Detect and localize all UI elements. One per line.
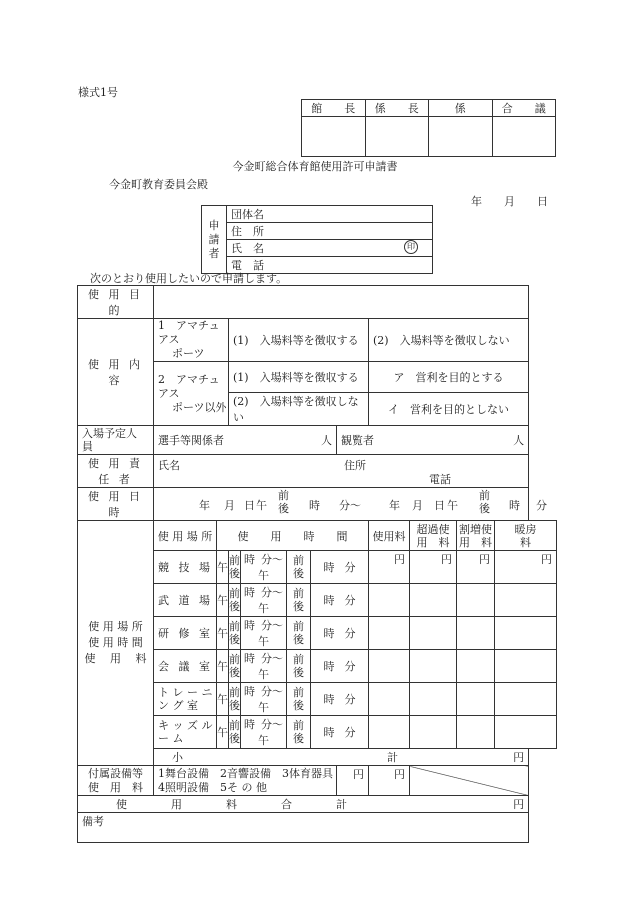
total-yen: 円	[513, 798, 525, 811]
stamp-header-director: 館 長	[302, 100, 366, 117]
facility-header-heating: 暖房 料	[495, 521, 557, 551]
content-label: 使 用 内 容	[78, 319, 154, 426]
facility-row: 競 技 場 午 前 後 時 分〜午 前 後 時 分 円 円 円 円	[78, 551, 557, 584]
responsible-address: 住所	[344, 459, 366, 472]
facility-header-fee: 使用料	[369, 521, 410, 551]
stamp-cell-chief[interactable]	[365, 117, 429, 157]
total-row[interactable]	[78, 796, 529, 813]
facility-row: 研 修 室 午 前 後 時 分〜午 前 後 時 分	[78, 617, 557, 650]
content-other: 2 アマチュアス ポーツ以外	[154, 362, 229, 426]
content-opt-nonprofit[interactable]: イ 営利を目的としない	[369, 393, 529, 426]
facility-place-name: 会 議 室	[154, 650, 217, 683]
facility-fee-field[interactable]: 円	[369, 551, 410, 584]
attendance-spectators-field[interactable]: 観覧者 人	[337, 426, 529, 455]
applicant-name-field[interactable]: 氏 名 印	[227, 240, 433, 257]
facility-header-time: 使 用 時 間	[217, 521, 369, 551]
page-title: 今金町総合体育館使用許可申請書	[232, 160, 398, 173]
facility-row: 武 道 場 午 前 後 時 分〜午 前 後 時 分	[78, 584, 557, 617]
applicant-side-label: 申 請 者	[202, 206, 227, 274]
responsible-label: 使 用 責 任 者	[78, 455, 154, 488]
stamp-cell-staff[interactable]	[429, 117, 493, 157]
facility-row: キ ッ ズ ル ー ム 午 前 後 時 分〜午 前 後 時 分	[78, 716, 557, 749]
content-opt-charge-2[interactable]: (1) 入場料等を徴収する	[229, 362, 369, 393]
date-day: 日	[537, 195, 548, 208]
applicant-address-field[interactable]: 住 所	[227, 223, 433, 240]
attendance-label: 入場予定人 員	[78, 426, 154, 455]
form-number: 様式1号	[78, 86, 118, 99]
applicant-table	[201, 205, 433, 274]
responsible-field[interactable]	[154, 455, 529, 488]
remarks-field[interactable]: 備考	[78, 813, 529, 843]
facility-row: ト レ ー ニ ン グ 室 午 前 後 時 分〜午 前 後 時 分	[78, 683, 557, 716]
stamp-cell-director[interactable]	[302, 117, 366, 157]
content-opt-charge-1[interactable]: (1) 入場料等を徴収する	[229, 319, 369, 362]
facility-row: 会 議 室 午 前 後 時 分〜午 前 後 時 分	[78, 650, 557, 683]
content-amateur: 1 アマチュアス ポーツ	[154, 319, 229, 362]
applicant-phone-field[interactable]: 電 話	[227, 257, 433, 274]
total-label: 使 用 料 合 計	[116, 798, 347, 811]
facility-surcharge-field[interactable]: 円	[457, 551, 495, 584]
stamp-header-staff: 係	[429, 100, 493, 117]
equipment-list[interactable]: 1舞台設備 2音響設備 3体育器具 4照明設備 5そ の 他	[154, 766, 337, 796]
responsible-name: 氏名	[158, 459, 180, 472]
date-line[interactable]	[471, 193, 548, 209]
facility-place-name: キ ッ ズ ル ー ム	[154, 716, 217, 749]
equipment-label: 付属設備等 使 用 料	[78, 766, 154, 796]
date-year: 年	[471, 195, 482, 208]
content-opt-profit[interactable]: ア 営利を目的とする	[369, 362, 529, 393]
content-opt-nocharge-2[interactable]: (2) 入場料等を徴収しない	[229, 393, 369, 426]
applicant-group-field[interactable]: 団体名	[227, 206, 433, 223]
main-form-table	[77, 285, 557, 843]
datetime-label: 使 用 日 時	[78, 488, 154, 521]
addressee: 今金町教育委員会殿	[109, 178, 208, 191]
facility-header-place: 使 用 場 所	[154, 521, 217, 551]
facility-fee-field[interactable]	[369, 584, 410, 617]
facility-overtime-field[interactable]: 円	[410, 551, 457, 584]
stamp-header-chief: 係 長	[365, 100, 429, 117]
stamp-header-consult: 合 議	[492, 100, 556, 117]
facility-place-name: 武 道 場	[154, 584, 217, 617]
responsible-phone: 電話	[429, 473, 451, 486]
approval-stamp-table	[301, 99, 556, 157]
facility-place-name: ト レ ー ニ ン グ 室	[154, 683, 217, 716]
equipment-fee-field[interactable]: 円	[337, 766, 369, 796]
purpose-label: 使 用 目 的	[78, 286, 154, 319]
facility-side-label: 使 用 場 所 使 用 時 間 使 用 料	[78, 521, 154, 766]
attendance-players-field[interactable]: 選手等関係者 人	[154, 426, 337, 455]
datetime-field[interactable]: 年 月 日 午 前 後 時 分〜 年 月 日 午 前 後 時 分	[154, 488, 529, 521]
facility-subtotal[interactable]: 小 計 円	[154, 749, 529, 766]
facility-place-name: 競 技 場	[154, 551, 217, 584]
facility-header-surcharge: 割増使 用 料	[457, 521, 495, 551]
purpose-field[interactable]	[154, 286, 529, 319]
facility-header-overtime: 超過使 用 料	[410, 521, 457, 551]
content-opt-nocharge-1[interactable]: (2) 入場料等を徴収しない	[369, 319, 529, 362]
date-month: 月	[504, 195, 515, 208]
equipment-void-cell	[410, 766, 529, 796]
seal-icon: 印	[404, 240, 418, 254]
stamp-cell-consult[interactable]	[492, 117, 556, 157]
equipment-overtime-field[interactable]: 円	[369, 766, 410, 796]
intro-text: 次のとおり使用したいので申請します。	[90, 272, 288, 285]
facility-place-name: 研 修 室	[154, 617, 217, 650]
facility-heating-field[interactable]: 円	[495, 551, 557, 584]
